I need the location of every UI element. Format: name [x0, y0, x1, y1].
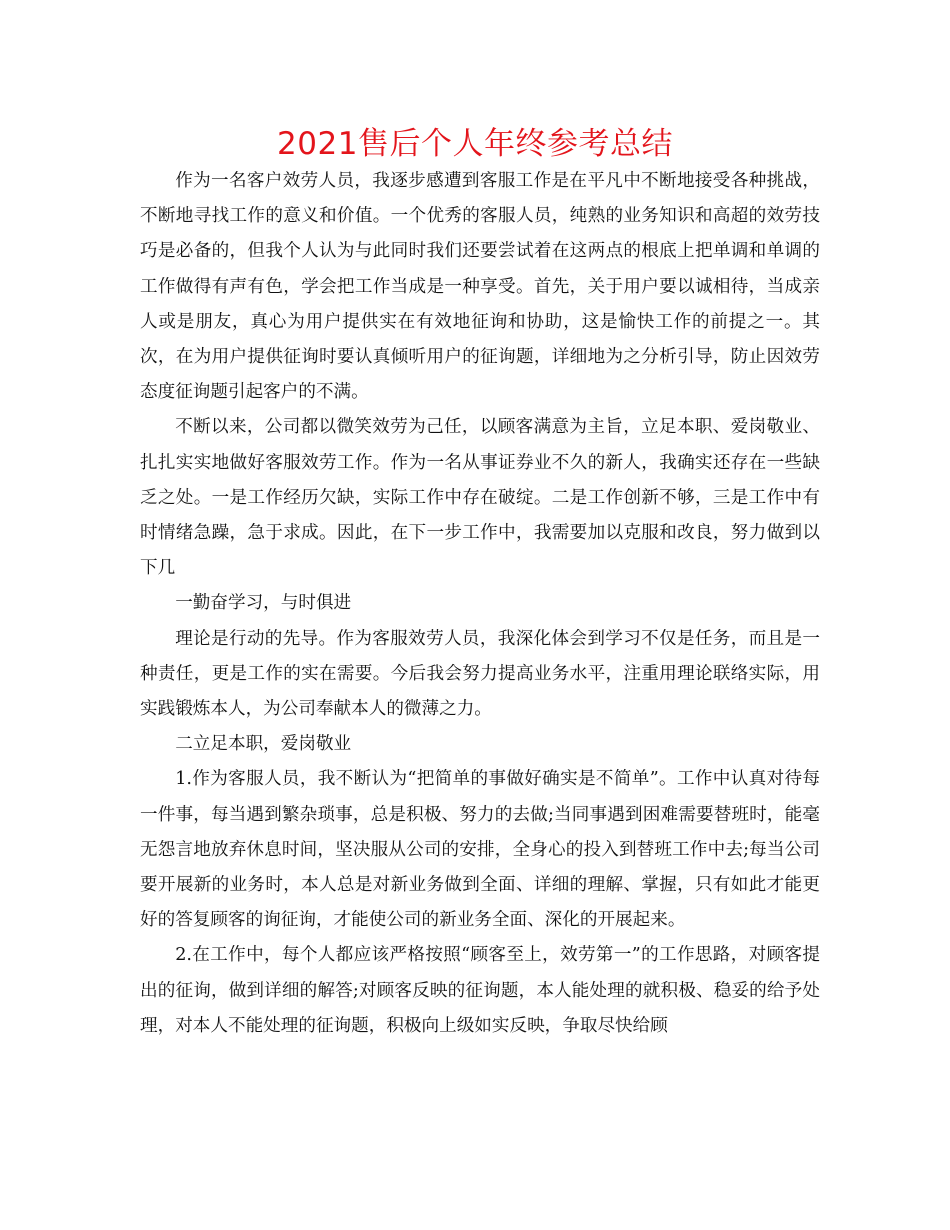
- document-body: [140, 164, 820, 1044]
- section-heading-dedication: 二立足本职，爱岗敬业: [175, 734, 352, 755]
- document-title: 2021售后个人年终参考总结: [277, 126, 673, 162]
- paragraph-item-1: 1.作为客服人员，我不断认为“把简单的事做好确实是不简单”。工作中认真对待每一件事，每当遇到繁杂琐事，总是积极、努力的去做;当同事遇到困难需要替班时，能毫无怨言地放弃休息时间，坚决服从公司的安排，全身心的投入到替班工作中去;每当公司要开展新的业务时，本人总是对新业务做到全面、详细的理解、掌握，只有如此才能更好的答复顾客的询征询，才能使公司的新业务全面、深化的开展起来。: [140, 769, 820, 931]
- section-heading-study: 一勤奋学习，与时俱进: [175, 593, 352, 614]
- paragraph-shortcomings: 不断以来，公司都以微笑效劳为己任，以顾客满意为主旨，立足本职、爱岗敬业、扎扎实实地做好客服效劳工作。作为一名从事证券业不久的新人，我确实还存在一些缺乏之处。一是工作经历欠缺，实际工作中存在破绽。二是工作创新不够，三是工作中有时情绪急躁，急于求成。因此，在下一步工作中，我需要加以克服和改良，努力做到以下几: [140, 417, 820, 579]
- paragraph-intro: 作为一名客户效劳人员，我逐步感遭到客服工作是在平凡中不断地接受各种挑战，不断地寻找工作的意义和价值。一个优秀的客服人员，纯熟的业务知识和高超的效劳技巧是必备的，但我个人认为与此同时我们还要尝试着在这两点的根底上把单调和单调的工作做得有声有色，学会把工作当成是一种享受。首先，关于用户要以诚相待，当成亲人或是朋友，真心为用户提供实在有效地征询和协助，这是愉快工作的前提之一。其次，在为用户提供征询时要认真倾听用户的征询题，详细地为之分析引导，防止因效劳态度征询题引起客户的不满。: [140, 171, 820, 403]
- paragraph-item-2: 2.在工作中，每个人都应该严格按照“顾客至上，效劳第一”的工作思路，对顾客提出的征询，做到详细的解答;对顾客反映的征询题，本人能处理的就积极、稳妥的给予处理，对本人不能处理的征询题，积极向上级如实反映，争取尽快给顾: [140, 945, 820, 1036]
- paragraph-study: 理论是行动的先导。作为客服效劳人员，我深化体会到学习不仅是任务，而且是一种责任，更是工作的实在需要。今后我会努力提高业务水平，注重用理论联络实际，用实践锻炼本人，为公司奉献本人的微薄之力。: [140, 628, 820, 720]
